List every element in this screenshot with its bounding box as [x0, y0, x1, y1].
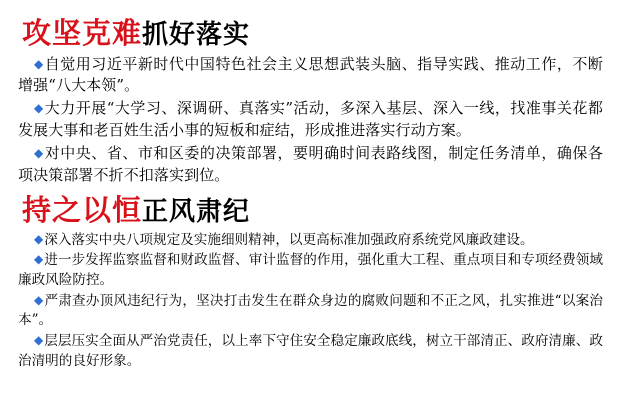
section-2-paragraph-3-text: 严肃查办顶风违纪行为，坚决打击发生在群众身边的腐败问题和不正之风，扎实推进“以案治本”。	[18, 292, 603, 329]
section-1-heading-red: 攻坚克难	[22, 16, 143, 50]
section-1-heading-black: 抓好落实	[142, 20, 251, 50]
section-2-paragraph-2-text: 进一步发挥监察监督和财政监督、审计监督的作用，强化重大工程、重点项目和专项经费领域廉政风险防控。	[18, 252, 603, 288]
section-1-paragraph-3	[18, 143, 603, 187]
section-2-heading	[18, 193, 603, 227]
section-1-paragraph-3-text: 对中央、省、市和区委的决策部署，要明确时间表路线图，制定任务清单，确保各项决策部署不折不扣落实到位。	[18, 144, 603, 185]
bullet-icon: ◆	[34, 252, 44, 267]
bullet-icon: ◆	[34, 56, 44, 71]
section-1-paragraph-2	[18, 98, 603, 142]
bullet-icon: ◆	[34, 101, 44, 116]
section-discipline	[18, 193, 603, 372]
section-2-heading-black: 正风肃纪	[142, 196, 251, 227]
section-2-paragraph-4-text: 层层压实全面从严治党责任，以上率下守住安全稳定廉政底线，树立干部清正、政府清廉、政治清明的良好形象。	[18, 333, 603, 369]
section-1-paragraph-2-text: 大力开展“大学习、深调研、真落实”活动，多深入基层、深入一线，找准事关花都发展大事和老百姓生活小事的短板和症结，形成推进落实行动方案。	[18, 99, 603, 140]
bullet-icon: ◆	[34, 333, 44, 348]
section-1-heading	[18, 16, 603, 50]
bullet-icon: ◆	[34, 231, 44, 246]
section-2-paragraph-3	[18, 292, 603, 331]
section-2-paragraph-4	[18, 332, 603, 371]
section-2-heading-red: 持之以恒	[22, 192, 143, 227]
section-2-paragraph-1-text: 深入落实中央八项规定及实施细则精神，以更高标准加强政府系统党风廉政建设。	[44, 231, 534, 248]
section-1-paragraph-1-text: 自觉用习近平新时代中国特色社会主义思想武装头脑、指导实践、推动工作，不断增强“八大本领”。	[18, 54, 603, 95]
bullet-icon: ◆	[34, 146, 44, 161]
section-1-paragraph-1	[18, 54, 603, 98]
section-2-paragraph-2	[18, 251, 603, 290]
section-attack-difficulties	[18, 16, 603, 187]
section-2-paragraph-1	[18, 231, 603, 251]
bullet-icon: ◆	[34, 292, 44, 307]
